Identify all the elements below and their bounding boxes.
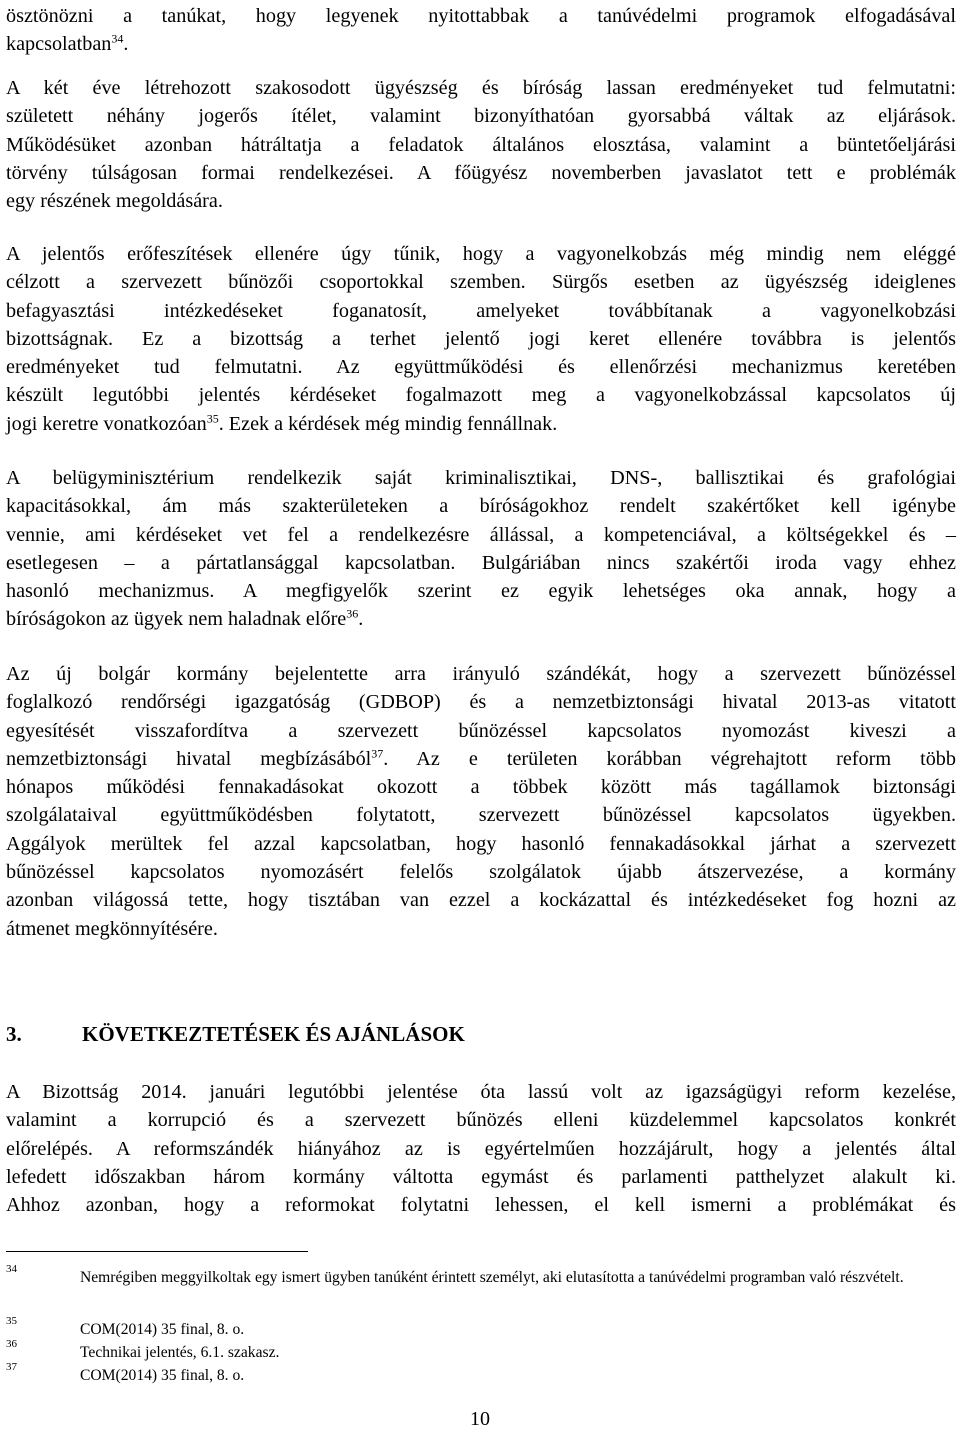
text-line: kapcsolatban$^{34}$. bbox=[6, 31, 129, 56]
paragraph-conclusions bbox=[6, 1078, 956, 1219]
text-line: ösztönözni a tanúkat, hogy legyenek nyitottabbak a tanúvédelmi programok elfogadásával bbox=[6, 5, 956, 27]
text-line: vennie, ami kérdéseket vet fel a rendelkezésre állással, a kompetenciával, a költségekkel és – bbox=[6, 523, 956, 546]
text-line: előrelépés. A reformszándék hiányához az is egyértelműen hozzájárult, hogy a jelentés által bbox=[6, 1137, 956, 1160]
text-line: lefedett időszakban három kormány váltotta egymást és parlamenti patthelyzet alakult ki. bbox=[6, 1165, 956, 1188]
text-line: kapacitásokkal, ám más szakterületeken a bíróságokhoz rendelt szakértőket kell igénybe bbox=[6, 495, 956, 518]
text-line: A két éve létrehozott szakosodott ügyészség és bíróság lassan eredményeket tud felmutatni: bbox=[6, 77, 956, 99]
section-heading bbox=[6, 1022, 956, 1047]
text-line: átmenet megkönnyítésére. bbox=[6, 917, 218, 940]
text-line: befagyasztási intézkedéseket foganatosít, amelyeket továbbítanak a vagyonelkobzási bbox=[6, 299, 956, 322]
paragraph-continuation bbox=[6, 2, 956, 59]
footnote-text: COM(2014) 35 final, 8. o. bbox=[80, 1367, 245, 1384]
section-title: KÖVETKEZTETÉSEK ÉS AJÁNLÁSOK bbox=[82, 1022, 465, 1046]
footnote-ref[interactable]: 37 bbox=[371, 746, 384, 761]
text-line: valamint a korrupció és a szervezett bűnözés elleni küzdelemmel kapcsolatos konkrét bbox=[6, 1109, 956, 1132]
text-line: A belügyminisztérium rendelkezik saját kriminalisztikai, DNS-, ballisztikai és grafológiai bbox=[6, 467, 956, 489]
text-line: szolgálataival együttműködésben folytatott, szervezett bűnözéssel kapcsolatos ügyekben. bbox=[6, 804, 956, 827]
paragraph-ministry-interior bbox=[6, 464, 956, 634]
text-line: Ahhoz azonban, hogy a reformokat folytatni lehessen, el kell ismerni a problémákat és bbox=[6, 1194, 956, 1217]
text-line: célzott a szervezett bűnözői csoportokkal szemben. Sürgős esetben az ügyészség ideiglenes bbox=[6, 271, 956, 294]
text-line: esetlegesen – a pártatlansággal kapcsolatban. Bulgáriában nincs szakértői iroda vagy ehhez bbox=[6, 551, 956, 574]
text-line: Aggályok merültek fel azzal kapcsolatban, hogy hasonló fennakadásokkal járhat a szervezett bbox=[6, 832, 956, 855]
footnote-text: Nemrégiben meggyilkoltak egy ismert ügyben tanúként érintett személyt, aki elutasította a tanúvédelmi programban való részvételt. bbox=[80, 1269, 904, 1286]
footnote-text: Technikai jelentés, 6.1. szakasz. bbox=[80, 1344, 280, 1361]
text-line: foglalkozó rendőrségi igazgatóság (GDBOP) és a nemzetbiztonsági hivatal 2013-as vitatott bbox=[6, 691, 956, 714]
paragraph-prosecution bbox=[6, 74, 956, 215]
footnote-separator bbox=[6, 1251, 308, 1252]
footnote-ref[interactable]: 36 bbox=[346, 606, 359, 621]
page-number: 10 bbox=[470, 1408, 490, 1430]
text-line: jogi keretre vonatkozóan$^{35}$. Ezek a kérdések még mindig fennállnak. bbox=[6, 411, 558, 435]
footnote-ref[interactable]: 35 bbox=[206, 411, 219, 426]
paragraph-asset-confiscation bbox=[6, 240, 956, 438]
text-line: eredményeket tud felmutatni. Az együttműködési és ellenőrzési mechanizmus keretében bbox=[6, 356, 956, 379]
text-line: bíróságokon az ügyek nem haladnak előre$^{36}$. bbox=[6, 606, 364, 631]
section-number: 3. bbox=[6, 1022, 22, 1046]
text-line: azonban világossá tette, hogy tisztában van ezzel a kockázattal és intézkedéseket fog hozni az bbox=[6, 889, 956, 912]
footnote-mark: 37 bbox=[6, 1361, 17, 1373]
text-line: született néhány jogerős ítélet, valamint bizonyíthatóan gyorsabbá váltak az eljárások. bbox=[6, 105, 956, 128]
text-line: A jelentős erőfeszítések ellenére úgy tűnik, hogy a vagyonelkobzás még mindig nem eléggé bbox=[6, 243, 956, 265]
text-line: egyesítését visszafordítva a szervezett bűnözéssel kapcsolatos nyomozást kiveszi a bbox=[6, 719, 956, 742]
footnote-mark: 35 bbox=[6, 1315, 17, 1327]
text-line: Az új bolgár kormány bejelentette arra irányuló szándékát, hogy a szervezett bűnözéssel bbox=[6, 663, 956, 685]
text-line: törvény túlságosan formai rendelkezései. A főügyész novemberben javaslatot tett e problémák bbox=[6, 161, 956, 184]
footnote-mark: 34 bbox=[6, 1263, 17, 1275]
text-line: hónapos működési fennakadásokat okozott a többek között más tagállamok biztonsági bbox=[6, 776, 956, 799]
footnote-mark: 36 bbox=[6, 1338, 17, 1350]
text-line: bűnözéssel kapcsolatos nyomozásért felelős szolgálatok újabb átszervezése, a kormány bbox=[6, 861, 956, 884]
footnote-ref[interactable]: 34 bbox=[111, 31, 124, 46]
footnote-text: COM(2014) 35 final, 8. o. bbox=[80, 1321, 245, 1338]
text-line: készült legutóbbi jelentés kérdéseket fogalmazott meg a vagyonelkobzással kapcsolatos új bbox=[6, 384, 956, 407]
text-line: hasonló mechanizmus. A megfigyelők szerint ez egyik lehetséges oka annak, hogy a bbox=[6, 580, 956, 603]
text-line: A Bizottság 2014. januári legutóbbi jelentése óta lassú volt az igazságügyi reform kezelése, bbox=[6, 1081, 956, 1103]
paragraph-new-government bbox=[6, 660, 956, 943]
text-line: bizottságnak. Ez a bizottság a terhet jelentő jogi keret ellenére továbbra is jelentős bbox=[6, 327, 956, 350]
text-line: egy részének megoldására. bbox=[6, 190, 223, 213]
text-line: nemzetbiztonsági hivatal megbízásából$^{37}$. Az e területen korábban végrehajtott reform több bbox=[6, 746, 956, 770]
text-line: Működésüket azonban hátráltatja a feladatok általános elosztása, valamint a büntetőeljárási bbox=[6, 133, 956, 156]
